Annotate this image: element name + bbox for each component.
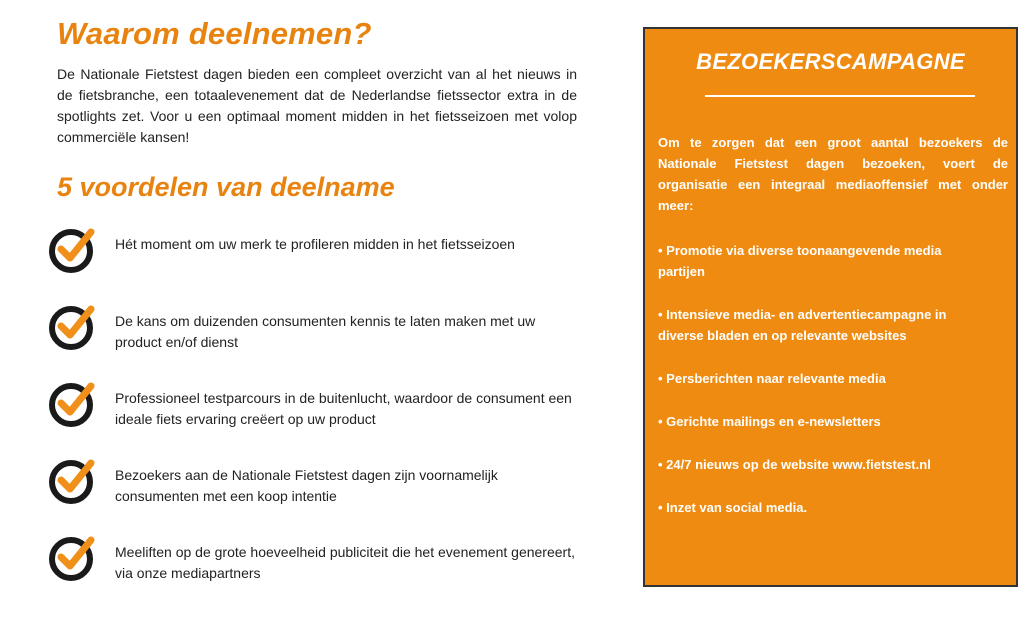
campaign-item: • Gerichte mailings en e-newsletters	[658, 414, 881, 429]
benefit-text: Hét moment om uw merk te profileren midden in het fietsseizoen	[115, 236, 515, 252]
check-circle-icon	[47, 455, 99, 507]
benefit-text: Professioneel testparcours in de buitenlucht, waardoor de consument een ideale fiets ervaring creëert op uw product	[115, 390, 572, 427]
check-circle-icon	[47, 301, 99, 353]
campaign-item: • Persberichten naar relevante media	[658, 371, 886, 386]
benefit-item	[47, 455, 587, 511]
campaign-item: • Intensieve media- en advertentiecampagne in diverse bladen en op relevante websites	[658, 307, 947, 343]
benefits-heading: 5 voordelen van deelname	[57, 172, 395, 202]
benefit-item	[47, 224, 587, 280]
check-circle-icon	[47, 532, 99, 584]
campaign-item: • 24/7 nieuws op de website www.fietstest.nl	[658, 457, 931, 472]
visitor-campaign-panel	[643, 27, 1018, 587]
check-circle-icon	[47, 224, 99, 276]
benefit-item	[47, 378, 587, 434]
campaign-item: • Promotie via diverse toonaangevende media partijen	[658, 243, 942, 279]
benefit-item	[47, 532, 587, 588]
intro-paragraph: De Nationale Fietstest dagen bieden een compleet overzicht van al het nieuws in de fietsbranche, een totaalevenement dat de Nederlandse fietssector extra in de spotlights zet. Voor u een optimaal moment midden in het fietsseizoen met volop commerciële kansen!	[57, 66, 577, 145]
page-title: Waarom deelnemen?	[57, 16, 372, 51]
panel-intro: Om te zorgen dat een groot aantal bezoekers de Nationale Fietstest dagen bezoeken, voert de organisatie een integraal mediaoffensief met onder meer:	[658, 135, 1008, 213]
campaign-item: • Inzet van social media.	[658, 500, 808, 515]
title-divider	[705, 95, 975, 97]
benefit-text: De kans om duizenden consumenten kennis te laten maken met uw product en/of dienst	[115, 313, 536, 350]
check-circle-icon	[47, 378, 99, 430]
benefit-text: Meeliften op de grote hoeveelheid publiciteit die het evenement genereert, via onze mediapartners	[115, 544, 575, 581]
benefit-text: Bezoekers aan de Nationale Fietstest dagen zijn voornamelijk consumenten met een koop intentie	[115, 467, 498, 504]
benefit-item	[47, 301, 587, 357]
panel-title: BEZOEKERSCAMPAGNE	[696, 49, 965, 74]
